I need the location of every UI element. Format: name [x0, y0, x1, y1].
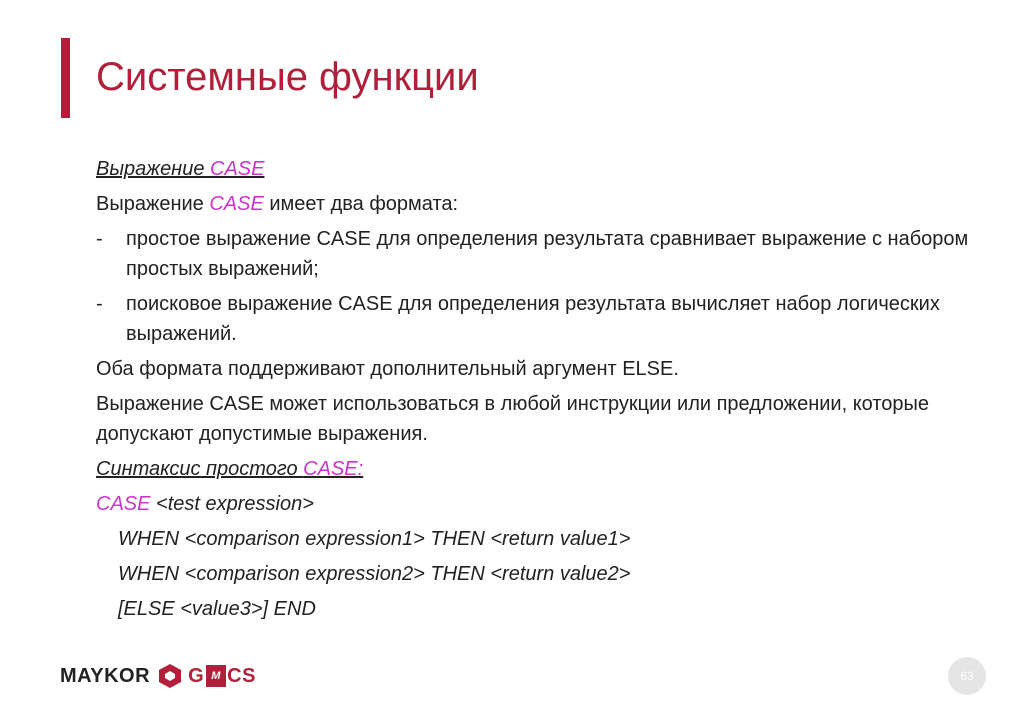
intro-suffix: имеет два формата: [263, 193, 459, 215]
bullet-text: простое выражение CASE для определения результата сравнивает выражение с набором простых выражений; [126, 228, 969, 280]
page-number-badge: 63 [948, 657, 986, 695]
slide-content [96, 154, 976, 629]
syntax-heading [96, 454, 976, 484]
bullet-item-searched [96, 289, 976, 349]
section-heading-keyword: CASE [210, 158, 265, 180]
syntax-case-keyword: CASE [96, 493, 151, 515]
syntax-line-when-2: WHEN <comparison expression2> THEN <return value2> [118, 563, 631, 585]
slide-title: Системные функции [96, 55, 479, 99]
section-heading [96, 154, 976, 184]
bullet-dash: - [96, 293, 103, 315]
logo-mark: M [206, 665, 226, 687]
syntax-line-else: [ELSE <value3>] END [118, 598, 316, 620]
logo-text-g: G [188, 664, 205, 687]
bullet-dash: - [96, 228, 103, 250]
bullet-text: поисковое выражение CASE для определения результата вычисляет набор логических выражений. [126, 293, 940, 345]
bullet-item-simple [96, 224, 976, 284]
syntax-line-case [96, 489, 976, 519]
hexagon-logo-icon [158, 663, 182, 689]
title-accent-bar [61, 38, 70, 118]
logo-text-left: MAYKOR [60, 664, 151, 687]
syntax-line-when-1: WHEN <comparison expression1> THEN <return value1> [118, 528, 631, 550]
syntax-case-rest: <test expression> [150, 493, 314, 515]
intro-keyword: CASE [209, 193, 264, 215]
paragraph-else: Оба формата поддерживают дополнительный аргумент ELSE. [96, 358, 679, 380]
syntax-heading-prefix: Синтаксис простого [96, 458, 304, 480]
section-heading-prefix: Выражение [96, 158, 210, 180]
syntax-heading-keyword: CASE: [303, 458, 364, 480]
intro-prefix: Выражение [96, 193, 210, 215]
logo-text-right: CS [227, 664, 256, 687]
paragraph-usage: Выражение CASE может использоваться в любой инструкции или предложении, которые допускают допустимые выражения. [96, 393, 930, 445]
intro-paragraph [96, 189, 976, 219]
company-logo [60, 660, 256, 692]
